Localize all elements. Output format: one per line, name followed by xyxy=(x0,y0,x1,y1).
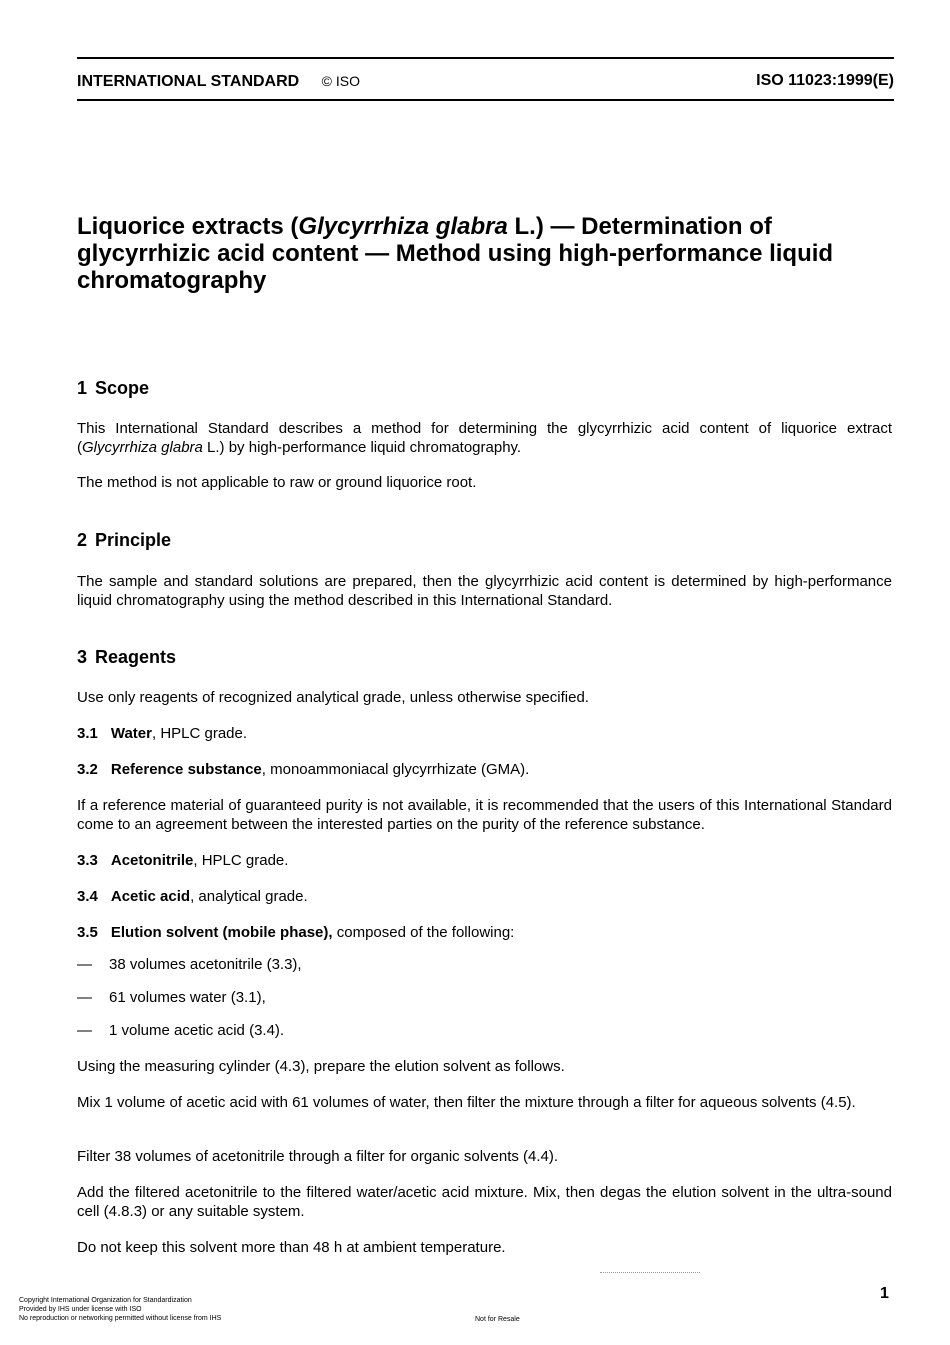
reagent-term: Acetonitrile xyxy=(110,852,194,869)
clause-number: 3.1 xyxy=(77,725,98,742)
reagent-desc: , HPLC grade. xyxy=(151,725,248,742)
footer-line-3: No reproduction or networking permitted without license from IHS xyxy=(19,1315,222,1322)
title-species: Glycyrrhiza glabra xyxy=(298,213,508,240)
filter-paragraph: Filter 38 volumes of acetonitrile through a filter for organic solvents (4.4). xyxy=(77,1148,559,1165)
scan-artifact-dots xyxy=(600,1272,700,1275)
reagent-desc: , analytical grade. xyxy=(190,888,308,905)
dash-bullet: — xyxy=(77,1022,92,1039)
reagent-desc: , HPLC grade. xyxy=(193,852,289,869)
title-part3: L.) — Determination of glycyrrhizic acid content — Method using high-performance liquid chromatography xyxy=(77,213,834,294)
clause-number: 3.3 xyxy=(77,852,98,869)
section-3-heading xyxy=(77,646,176,668)
section-3-title: Reagents xyxy=(95,647,177,667)
add-paragraph: Add the filtered acetonitrile to the filtered water/acetic acid mixture. Mix, then degas the elution solvent in the ultra-sound cell (4.8.3) or any suitable system. xyxy=(77,1184,892,1220)
reference-note: If a reference material of guaranteed purity is not available, it is recommended that the users of this International Standard come to an agreement between the interested parties on the purity of the reference substance. xyxy=(77,797,892,833)
list-item-text: 61 volumes water (3.1), xyxy=(109,989,266,1006)
scope-paragraph-2: The method is not applicable to raw or ground liquorice root. xyxy=(77,474,477,491)
dash-bullet: — xyxy=(77,989,92,1006)
cylinder-paragraph: Using the measuring cylinder (4.3), prepare the elution solvent as follows. xyxy=(77,1058,565,1075)
reagent-term: Water xyxy=(110,725,152,742)
not-for-resale: Not for Resale xyxy=(475,1316,520,1323)
section-2-heading xyxy=(77,529,171,551)
copyright-label: © ISO xyxy=(321,73,360,89)
standard-label: INTERNATIONAL STANDARD xyxy=(77,73,300,90)
document-title xyxy=(77,213,894,294)
reagent-desc: , monoammoniacal glycyrrhizate (GMA). xyxy=(261,761,530,778)
section-2-title: Principle xyxy=(95,530,172,550)
reagent-3-5 xyxy=(77,923,892,942)
keep-paragraph: Do not keep this solvent more than 48 h at ambient temperature. xyxy=(77,1239,506,1256)
clause-number: 3.2 xyxy=(77,761,98,778)
scope-species: Glycyrrhiza glabra xyxy=(82,439,203,456)
section-1-heading xyxy=(77,377,149,399)
clause-number: 3.5 xyxy=(77,924,98,941)
document-number: ISO 11023:1999(E) xyxy=(756,72,894,89)
list-item-text: 38 volumes acetonitrile (3.3), xyxy=(109,956,302,973)
copyright-footer xyxy=(19,1296,221,1323)
page-header xyxy=(77,70,894,92)
scope-paragraph-1 xyxy=(77,419,892,457)
section-2-number: 2 xyxy=(77,530,88,550)
list-item xyxy=(77,988,892,1007)
header-bottom-rule xyxy=(77,99,894,101)
footer-line-2: Provided by IHS under license with ISO xyxy=(19,1306,142,1313)
section-1-title: Scope xyxy=(95,378,150,398)
list-item-text: 1 volume acetic acid (3.4). xyxy=(109,1022,285,1039)
reagent-term: Elution solvent (mobile phase), xyxy=(110,924,333,941)
dash-bullet: — xyxy=(77,956,92,973)
clause-number: 3.4 xyxy=(77,888,98,905)
reagent-term: Acetic acid xyxy=(110,888,191,905)
mix-paragraph: Mix 1 volume of acetic acid with 61 volumes of water, then filter the mixture through a filter for aqueous solvents (4.5). xyxy=(77,1094,856,1111)
reagent-3-3 xyxy=(77,851,892,870)
title-part1: Liquorice extracts ( xyxy=(77,213,299,240)
reagents-intro: Use only reagents of recognized analytical grade, unless otherwise specified. xyxy=(77,689,589,706)
scope-text-c: L.) by high-performance liquid chromatography. xyxy=(202,439,522,456)
scope-text-a: This International Standard describes a method for determining the glycyrrhizic acid content of liquorice extract ( xyxy=(77,420,892,456)
page-number: 1 xyxy=(880,1285,889,1302)
reagent-3-4 xyxy=(77,887,892,906)
header-top-rule xyxy=(77,57,894,59)
reagent-term: Reference substance xyxy=(110,761,262,778)
list-item xyxy=(77,955,892,974)
section-1-number: 1 xyxy=(77,378,88,398)
principle-paragraph: The sample and standard solutions are prepared, then the glycyrrhizic acid content is determined by high-performance liquid chromatography using the method described in this International Standard. xyxy=(77,573,892,609)
reagent-desc: composed of the following: xyxy=(332,924,515,941)
reagent-3-2 xyxy=(77,760,892,779)
reagent-3-1 xyxy=(77,724,892,743)
footer-line-1: Copyright International Organization for Standardization xyxy=(19,1297,192,1304)
list-item xyxy=(77,1021,892,1040)
section-3-number: 3 xyxy=(77,647,88,667)
